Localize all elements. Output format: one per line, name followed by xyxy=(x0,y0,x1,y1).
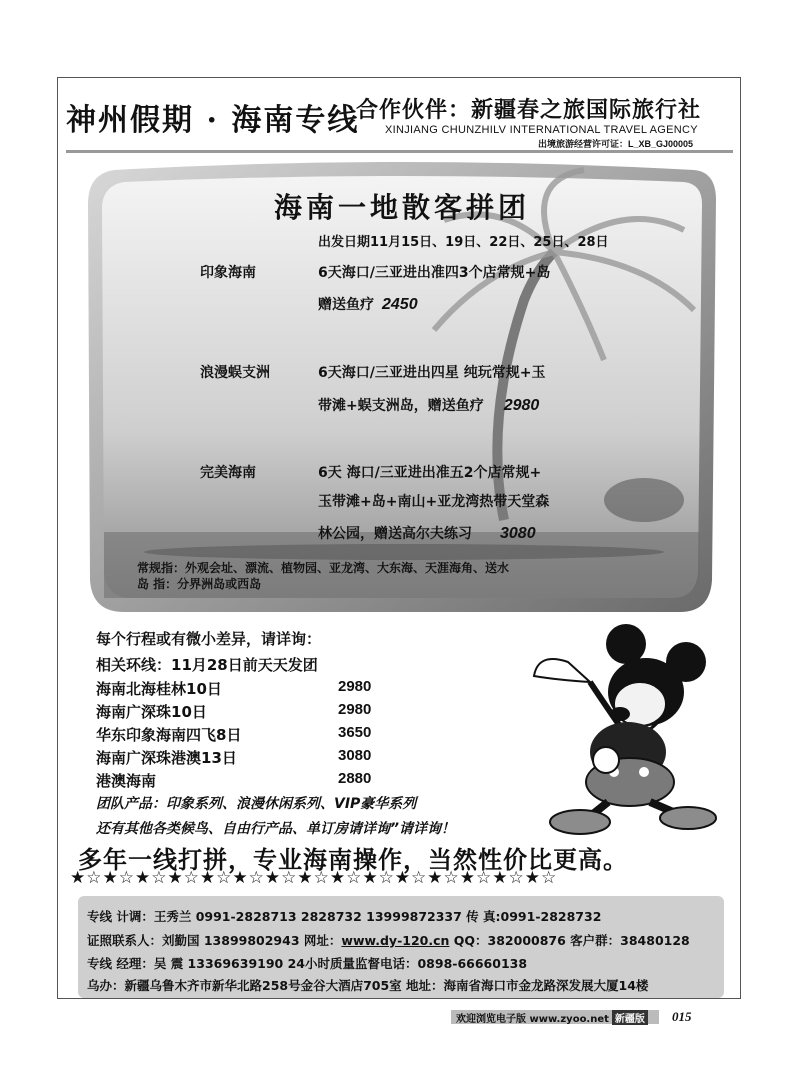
star-divider: ★☆★☆★☆★☆★☆★☆★☆★☆★☆★☆★☆★☆★☆★☆★☆ xyxy=(70,868,558,888)
contact-text: QQ：382000876 客户群：38480128 xyxy=(449,933,690,948)
route-price: 3080 xyxy=(500,525,536,542)
tour-card-frame xyxy=(84,160,720,620)
route-detail-text: 林公园，赠送高尔夫练习 xyxy=(318,526,472,542)
route-detail: 6天 海口/三亚进出准五2个店常规+ xyxy=(318,465,542,481)
contact-line: 专线 计调：王秀兰 0991-2828713 2828732 13999872337 传 真:0991-2828732 xyxy=(87,909,602,924)
contact-text: 证照联系人：刘勤国 13899802943 网址： xyxy=(87,933,342,948)
group-products: 团队产品：印象系列、浪漫休闲系列、VIP豪华系列 xyxy=(96,796,417,812)
route-list-price: 2980 xyxy=(338,701,372,718)
route-detail: 玉带滩+岛+南山+亚龙湾热带天堂森 xyxy=(318,494,550,510)
tour-card xyxy=(84,160,720,620)
departure-dates: 出发日期11月15日、19日、22日、25日、28日 xyxy=(318,235,609,250)
route-detail-text: 赠送鱼疗 xyxy=(318,297,374,313)
note-island: 岛 指：分界洲岛或西岛 xyxy=(137,577,262,591)
license-number: 出境旅游经营许可证：L_XB_GJ00005 xyxy=(538,139,694,149)
footer-website: 欢迎浏览电子版 www.zyoo.net xyxy=(456,1014,609,1025)
slogan: 多年一线打拼，专业海南操作，当然性价比更高。 xyxy=(78,845,628,874)
route-detail xyxy=(318,294,418,314)
note-regular: 常规指：外观会址、漂流、植物园、亚龙湾、大东海、天涯海角、送水 xyxy=(137,561,510,575)
route-detail xyxy=(318,395,539,415)
route-list-item: 海南广深珠港澳13日 xyxy=(96,749,237,767)
route-detail: 6天海口/三亚进出四星 纯玩常规+玉 xyxy=(318,365,546,381)
route-list-price: 3650 xyxy=(338,724,372,741)
route-name: 完美海南 xyxy=(200,465,256,481)
route-list-price: 3080 xyxy=(338,747,372,764)
route-detail: 6天海口/三亚进出准四3个店常规+岛 xyxy=(318,265,551,281)
card-title: 海南一地散客拼团 xyxy=(274,191,531,224)
contact-line: 专线 经理：吴 震 13369639190 24小时质量监督电话：0898-66660138 xyxy=(87,956,528,971)
brand-title: 神州假期 · 海南专线 xyxy=(66,103,360,138)
route-price: 2980 xyxy=(503,397,540,414)
route-price: 2450 xyxy=(382,296,418,313)
route-list-item: 港澳海南 xyxy=(96,772,157,790)
inquire-title: 每个行程或有微小差异，请详询： xyxy=(96,630,322,648)
contact-line: 乌办：新疆乌鲁木齐市新华北路258号金谷大酒店705室 地址：海南省海口市金龙路深发展大厦14楼 xyxy=(87,978,649,993)
page-number: 015 xyxy=(672,1009,692,1024)
related-routes: 相关环线：11月28日前天天发团 xyxy=(96,656,318,674)
route-list-item: 华东印象海南四飞8日 xyxy=(96,726,242,744)
route-list-item: 海南广深珠10日 xyxy=(96,703,207,721)
edition-badge: 新疆版 xyxy=(612,1010,648,1025)
route-detail xyxy=(318,523,536,543)
footer-text xyxy=(456,1010,648,1025)
route-list-price: 2880 xyxy=(338,770,372,787)
website-link[interactable]: www.dy-120.cn xyxy=(341,933,450,948)
contact-line xyxy=(87,931,690,949)
other-products: 还有其他各类候鸟、自由行产品、单订房请详询”请详询！ xyxy=(96,821,456,837)
route-detail-text: 带滩+蜈支洲岛，赠送鱼疗 xyxy=(318,398,484,414)
partner-title: 合作伙伴：新疆春之旅国际旅行社 xyxy=(356,97,702,123)
route-list-price: 2980 xyxy=(338,678,372,695)
header-divider xyxy=(66,150,733,153)
agency-english-name: XINJIANG CHUNZHILV INTERNATIONAL TRAVEL AGENCY xyxy=(385,124,698,136)
route-name: 印象海南 xyxy=(200,265,256,281)
cartoon-mouse-illustration xyxy=(528,622,718,837)
route-list-item: 海南北海桂林10日 xyxy=(96,680,222,698)
route-name: 浪漫蜈支洲 xyxy=(200,365,270,381)
